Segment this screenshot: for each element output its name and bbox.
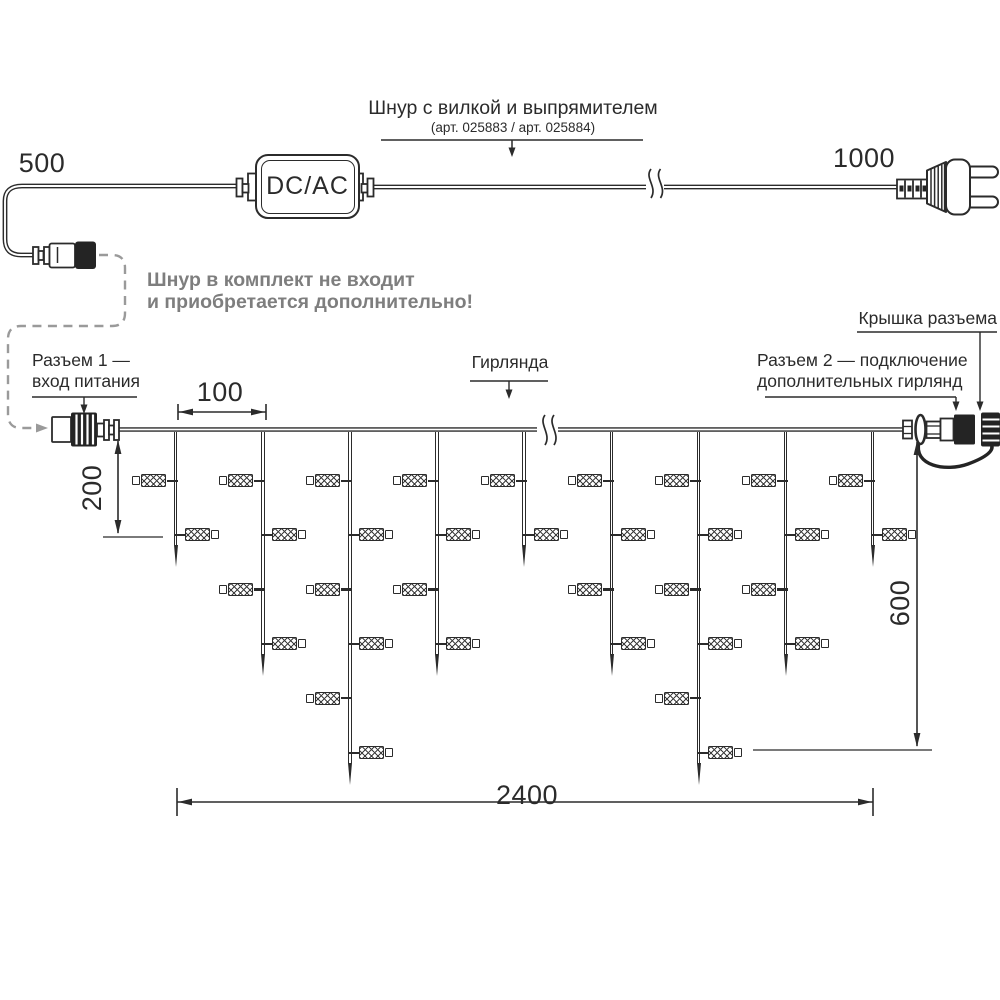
led-cap bbox=[821, 530, 829, 539]
led-body bbox=[664, 692, 689, 705]
led-bulb-icon bbox=[219, 583, 265, 597]
led-cap bbox=[829, 476, 837, 485]
led-stub bbox=[784, 643, 795, 645]
led-cap bbox=[385, 530, 393, 539]
led-cap bbox=[655, 694, 663, 703]
led-body bbox=[577, 474, 602, 487]
led-bulb-icon bbox=[348, 746, 394, 760]
led-bulb-icon bbox=[306, 692, 352, 706]
led-stub bbox=[690, 480, 701, 482]
led-stub bbox=[254, 480, 265, 482]
led-cap bbox=[472, 530, 480, 539]
led-body bbox=[708, 637, 733, 650]
led-bulb-icon bbox=[655, 474, 701, 488]
led-bulb-icon bbox=[481, 474, 527, 488]
led-body bbox=[272, 528, 297, 541]
drop-wire bbox=[261, 432, 265, 655]
led-bulb-icon bbox=[655, 583, 701, 597]
drop-tip bbox=[610, 654, 614, 676]
led-body bbox=[882, 528, 907, 541]
led-body bbox=[621, 528, 646, 541]
led-bulb-icon bbox=[742, 583, 788, 597]
led-cap bbox=[219, 585, 227, 594]
drop-tip bbox=[348, 763, 352, 785]
connector2-callout-line1: Разъем 2 — подключение bbox=[757, 350, 968, 370]
drop-wire bbox=[435, 432, 439, 655]
led-cap bbox=[742, 476, 750, 485]
drop-tip bbox=[522, 545, 526, 567]
led-stub bbox=[261, 534, 272, 536]
led-body bbox=[185, 528, 210, 541]
led-stub bbox=[516, 480, 527, 482]
led-body bbox=[315, 692, 340, 705]
garland-callout: Гирлянда bbox=[471, 352, 549, 372]
led-stub bbox=[428, 588, 439, 590]
led-bulb-icon bbox=[523, 528, 569, 542]
led-bulb-icon bbox=[261, 637, 307, 651]
connector1-callout-line1: Разъем 1 — bbox=[32, 350, 130, 370]
led-cap bbox=[385, 748, 393, 757]
led-stub bbox=[341, 480, 352, 482]
dim-label-200: 200 bbox=[76, 464, 107, 512]
led-body bbox=[402, 474, 427, 487]
led-stub bbox=[341, 588, 352, 590]
led-cap bbox=[568, 476, 576, 485]
led-cap bbox=[655, 585, 663, 594]
led-bulb-icon bbox=[784, 528, 830, 542]
led-cap bbox=[655, 476, 663, 485]
led-body bbox=[838, 474, 863, 487]
connector1-callout-line2: вход питания bbox=[32, 370, 140, 391]
drop-tip bbox=[261, 654, 265, 676]
dim-label-100: 100 bbox=[196, 377, 244, 407]
led-bulb-icon bbox=[435, 528, 481, 542]
led-cap bbox=[385, 639, 393, 648]
dim-label-600: 600 bbox=[884, 579, 915, 627]
led-stub bbox=[777, 480, 788, 482]
led-bulb-icon bbox=[742, 474, 788, 488]
led-cap bbox=[908, 530, 916, 539]
led-stub bbox=[690, 588, 701, 590]
led-body bbox=[402, 583, 427, 596]
led-cap bbox=[306, 694, 314, 703]
led-bulb-icon bbox=[348, 528, 394, 542]
cord-title-line: Шнур с вилкой и выпрямителем bbox=[368, 97, 658, 119]
led-stub bbox=[435, 643, 446, 645]
drop-wire bbox=[610, 432, 614, 655]
led-body bbox=[795, 637, 820, 650]
led-bulb-icon bbox=[697, 637, 743, 651]
led-cap bbox=[647, 530, 655, 539]
led-cap bbox=[472, 639, 480, 648]
led-body bbox=[315, 474, 340, 487]
led-body bbox=[359, 746, 384, 759]
led-cap bbox=[393, 585, 401, 594]
led-cap bbox=[211, 530, 219, 539]
led-cap bbox=[568, 585, 576, 594]
led-body bbox=[708, 746, 733, 759]
led-stub bbox=[603, 588, 614, 590]
led-stub bbox=[690, 697, 701, 699]
led-body bbox=[751, 583, 776, 596]
led-cap bbox=[647, 639, 655, 648]
led-stub bbox=[435, 534, 446, 536]
led-stub bbox=[254, 588, 265, 590]
led-stub bbox=[348, 534, 359, 536]
dim-label-500: 500 bbox=[18, 148, 66, 178]
led-bulb-icon bbox=[435, 637, 481, 651]
led-bulb-icon bbox=[610, 637, 656, 651]
led-bulb-icon bbox=[393, 583, 439, 597]
led-body bbox=[577, 583, 602, 596]
dim-label-2400: 2400 bbox=[495, 780, 559, 810]
led-body bbox=[534, 528, 559, 541]
led-cap bbox=[306, 476, 314, 485]
led-stub bbox=[777, 588, 788, 590]
drop-tip bbox=[871, 545, 875, 567]
led-bulb-icon bbox=[568, 583, 614, 597]
led-bulb-icon bbox=[829, 474, 875, 488]
led-cap bbox=[306, 585, 314, 594]
led-body bbox=[446, 528, 471, 541]
led-stub bbox=[348, 643, 359, 645]
drop-tip bbox=[784, 654, 788, 676]
led-stub bbox=[784, 534, 795, 536]
led-body bbox=[621, 637, 646, 650]
cap-callout: Крышка разъема bbox=[858, 308, 997, 328]
led-stub bbox=[697, 752, 708, 754]
led-cap bbox=[298, 530, 306, 539]
led-body bbox=[359, 637, 384, 650]
led-stub bbox=[610, 643, 621, 645]
led-bulb-icon bbox=[697, 528, 743, 542]
led-bulb-icon bbox=[568, 474, 614, 488]
led-body bbox=[141, 474, 166, 487]
led-bulb-icon bbox=[261, 528, 307, 542]
led-body bbox=[751, 474, 776, 487]
led-body bbox=[359, 528, 384, 541]
led-bulb-icon bbox=[610, 528, 656, 542]
led-bulb-icon bbox=[306, 583, 352, 597]
led-bulb-icon bbox=[393, 474, 439, 488]
led-cap bbox=[734, 639, 742, 648]
led-cap bbox=[821, 639, 829, 648]
led-bulb-icon bbox=[655, 692, 701, 706]
led-cap bbox=[560, 530, 568, 539]
drop-tip bbox=[697, 763, 701, 785]
led-body bbox=[664, 583, 689, 596]
drop-tip bbox=[435, 654, 439, 676]
led-stub bbox=[864, 480, 875, 482]
led-stub bbox=[603, 480, 614, 482]
led-bulb-icon bbox=[306, 474, 352, 488]
led-stub bbox=[523, 534, 534, 536]
led-bulb-icon bbox=[871, 528, 917, 542]
led-cap bbox=[132, 476, 140, 485]
drop-tip bbox=[174, 545, 178, 567]
led-bulb-icon bbox=[219, 474, 265, 488]
led-body bbox=[228, 583, 253, 596]
led-cap bbox=[742, 585, 750, 594]
led-stub bbox=[261, 643, 272, 645]
note-line2: и приобретается дополнительно! bbox=[147, 290, 474, 313]
led-cap bbox=[734, 530, 742, 539]
led-cap bbox=[734, 748, 742, 757]
led-stub bbox=[167, 480, 178, 482]
led-stub bbox=[871, 534, 882, 536]
led-cap bbox=[393, 476, 401, 485]
led-cap bbox=[298, 639, 306, 648]
dim-label-1000: 1000 bbox=[832, 143, 896, 173]
led-body bbox=[446, 637, 471, 650]
led-stub bbox=[348, 752, 359, 754]
connector2-callout-line2: дополнительных гирлянд bbox=[757, 370, 963, 391]
led-body bbox=[708, 528, 733, 541]
drop-wire bbox=[784, 432, 788, 655]
led-bulb-icon bbox=[132, 474, 178, 488]
led-bulb-icon bbox=[348, 637, 394, 651]
cord-article-numbers: (арт. 025883 / арт. 025884) bbox=[430, 120, 596, 135]
led-body bbox=[490, 474, 515, 487]
led-body bbox=[795, 528, 820, 541]
led-cap bbox=[481, 476, 489, 485]
dc-ac-adapter-label: DC/AC bbox=[261, 160, 355, 214]
led-body bbox=[315, 583, 340, 596]
led-body bbox=[228, 474, 253, 487]
led-body bbox=[272, 637, 297, 650]
led-bulb-icon bbox=[697, 746, 743, 760]
led-bulb-icon bbox=[174, 528, 220, 542]
led-stub bbox=[610, 534, 621, 536]
led-stub bbox=[697, 534, 708, 536]
led-stub bbox=[697, 643, 708, 645]
led-bulb-icon bbox=[784, 637, 830, 651]
led-body bbox=[664, 474, 689, 487]
led-cap bbox=[219, 476, 227, 485]
led-stub bbox=[174, 534, 185, 536]
led-stub bbox=[428, 480, 439, 482]
led-stub bbox=[341, 697, 352, 699]
note-line1: Шнур в комплект не входит bbox=[147, 269, 415, 291]
